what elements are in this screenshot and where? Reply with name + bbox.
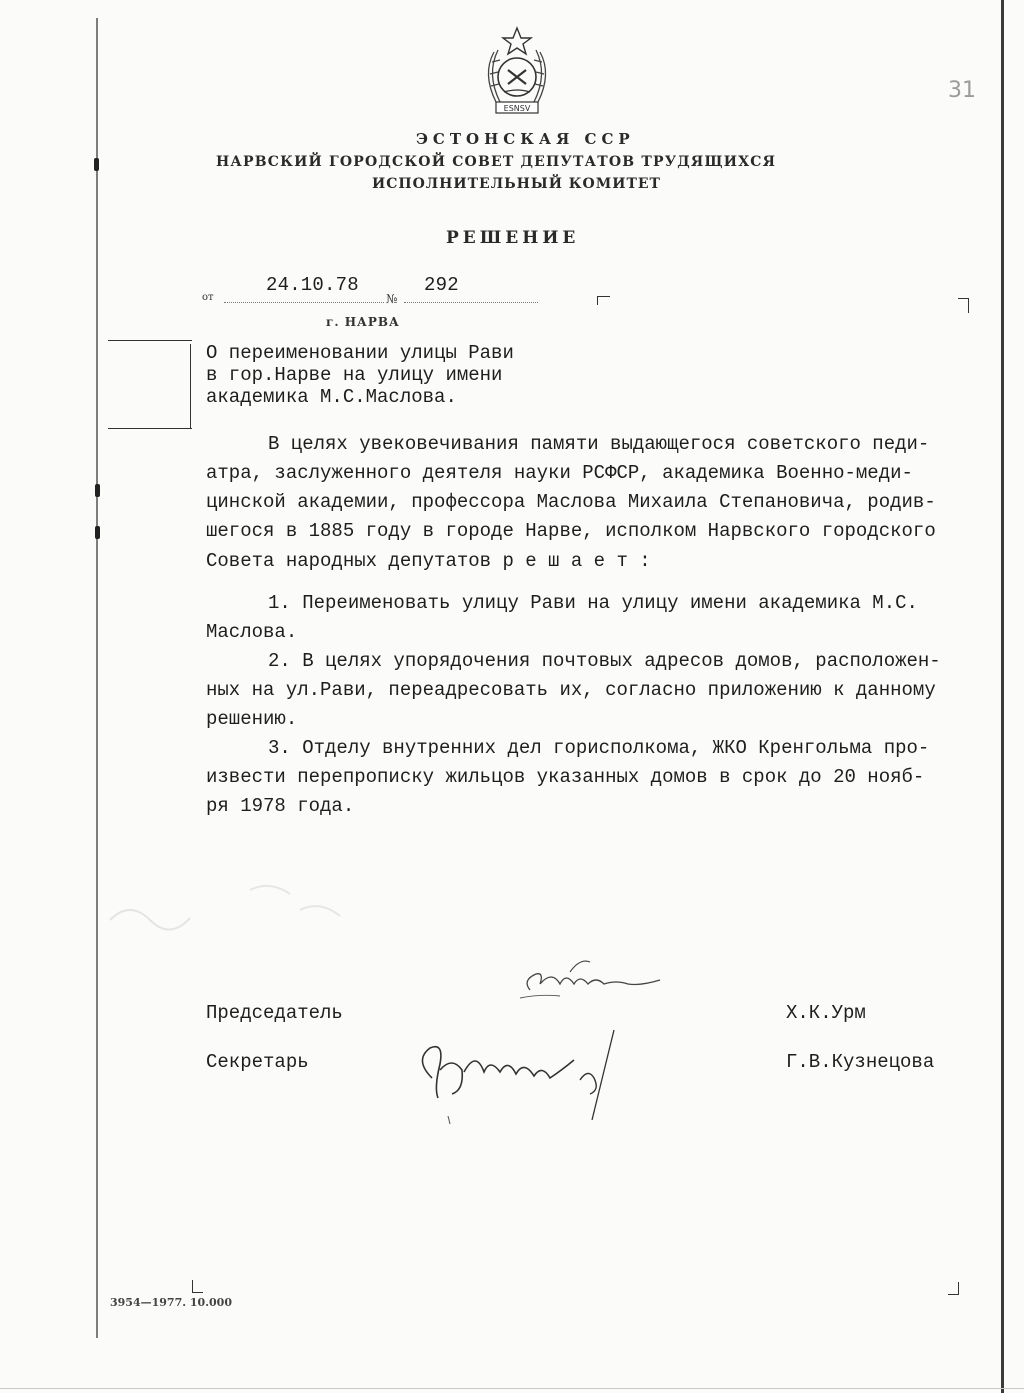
header-council: НАРВСКИЙ ГОРОДСКОЙ СОВЕТ ДЕПУТАТОВ ТРУДЯЩИХСЯ (216, 154, 777, 170)
corner-mark (597, 296, 610, 305)
date-from-label: от (202, 292, 214, 303)
state-emblem-icon (474, 22, 560, 122)
doc-type-title: РЕШЕНИЕ (446, 228, 580, 248)
emblem-ribbon-text: ESNSV (503, 104, 531, 113)
secretary-title: Секретарь (206, 1051, 309, 1073)
decision-date: 24.10.78 (266, 274, 359, 296)
preamble-line: Совета народных депутатов р е ш а е т : (206, 550, 651, 572)
decision-item: 2. В целях упорядочения почтовых адресов домов, расположен- (268, 650, 941, 672)
number-dotted-line (404, 302, 538, 303)
print-info: 3954—1977. 10.000 (110, 1296, 232, 1309)
chairman-title: Председатель (206, 1002, 343, 1024)
header-republic-row (0, 130, 1024, 150)
corner-mark (958, 298, 969, 313)
decision-item: Маслова. (206, 621, 298, 643)
subject-line: в гор.Нарве на улицу имени (206, 364, 503, 386)
preamble-line: шегося в 1885 году в городе Нарве, исполком Нарвского городского (206, 520, 936, 542)
header-committee-row (0, 176, 1024, 196)
preamble-line: В целях увековечивания памяти выдающегося советского педи- (268, 433, 930, 455)
decision-number: 292 (424, 274, 459, 296)
punch-mark (95, 526, 100, 539)
number-label: № (386, 292, 398, 306)
secretary-signature-icon (404, 1020, 634, 1140)
decision-item: 3. Отделу внутренних дел горисполкома, ЖКО Кренгольма про- (268, 737, 930, 759)
subject-line: О переименовании улицы Рави (206, 342, 514, 364)
date-dotted-line (224, 302, 384, 303)
subject-bracket-top (108, 340, 192, 341)
subject-bracket-side (190, 344, 191, 428)
binding-edge-left (96, 18, 98, 1338)
punch-mark (95, 484, 100, 497)
header-council-row (0, 154, 1024, 174)
bleed-through-marks (100, 860, 360, 950)
chairman-signature-icon (500, 950, 680, 1010)
city-label: г. НАРВА (326, 315, 400, 329)
scan-edge-right (1001, 0, 1004, 1393)
decision-item: ных на ул.Рави, переадресовать их, согласно приложению к данному (206, 679, 936, 701)
scan-edge-bottom (0, 1388, 1024, 1389)
corner-mark (948, 1282, 959, 1295)
secretary-name: Г.В.Кузнецова (786, 1051, 935, 1073)
preamble-line: атра, заслуженного деятеля науки РСФСР, академика Военно-меди- (206, 462, 913, 484)
header-committee: ИСПОЛНИТЕЛЬНЫЙ КОМИТЕТ (372, 176, 661, 192)
decision-item: решению. (206, 708, 298, 730)
preamble-line: цинской академии, профессора Маслова Михаила Степановича, родив- (206, 491, 936, 513)
doc-type-row (0, 228, 1024, 252)
decision-item: ря 1978 года. (206, 795, 355, 817)
decision-item: 1. Переименовать улицу Рави на улицу имени академика М.С. (268, 592, 918, 614)
corner-mark (192, 1280, 203, 1293)
subject-bracket-bottom (108, 428, 192, 429)
chairman-name: Х.К.Урм (786, 1002, 866, 1024)
decision-item: извести перепрописку жильцов указанных домов в срок до 20 нояб- (206, 766, 925, 788)
header-republic: ЭСТОНСКАЯ ССР (416, 130, 635, 148)
page-number: 31 (948, 78, 976, 103)
subject-line: академика М.С.Маслова. (206, 386, 457, 408)
